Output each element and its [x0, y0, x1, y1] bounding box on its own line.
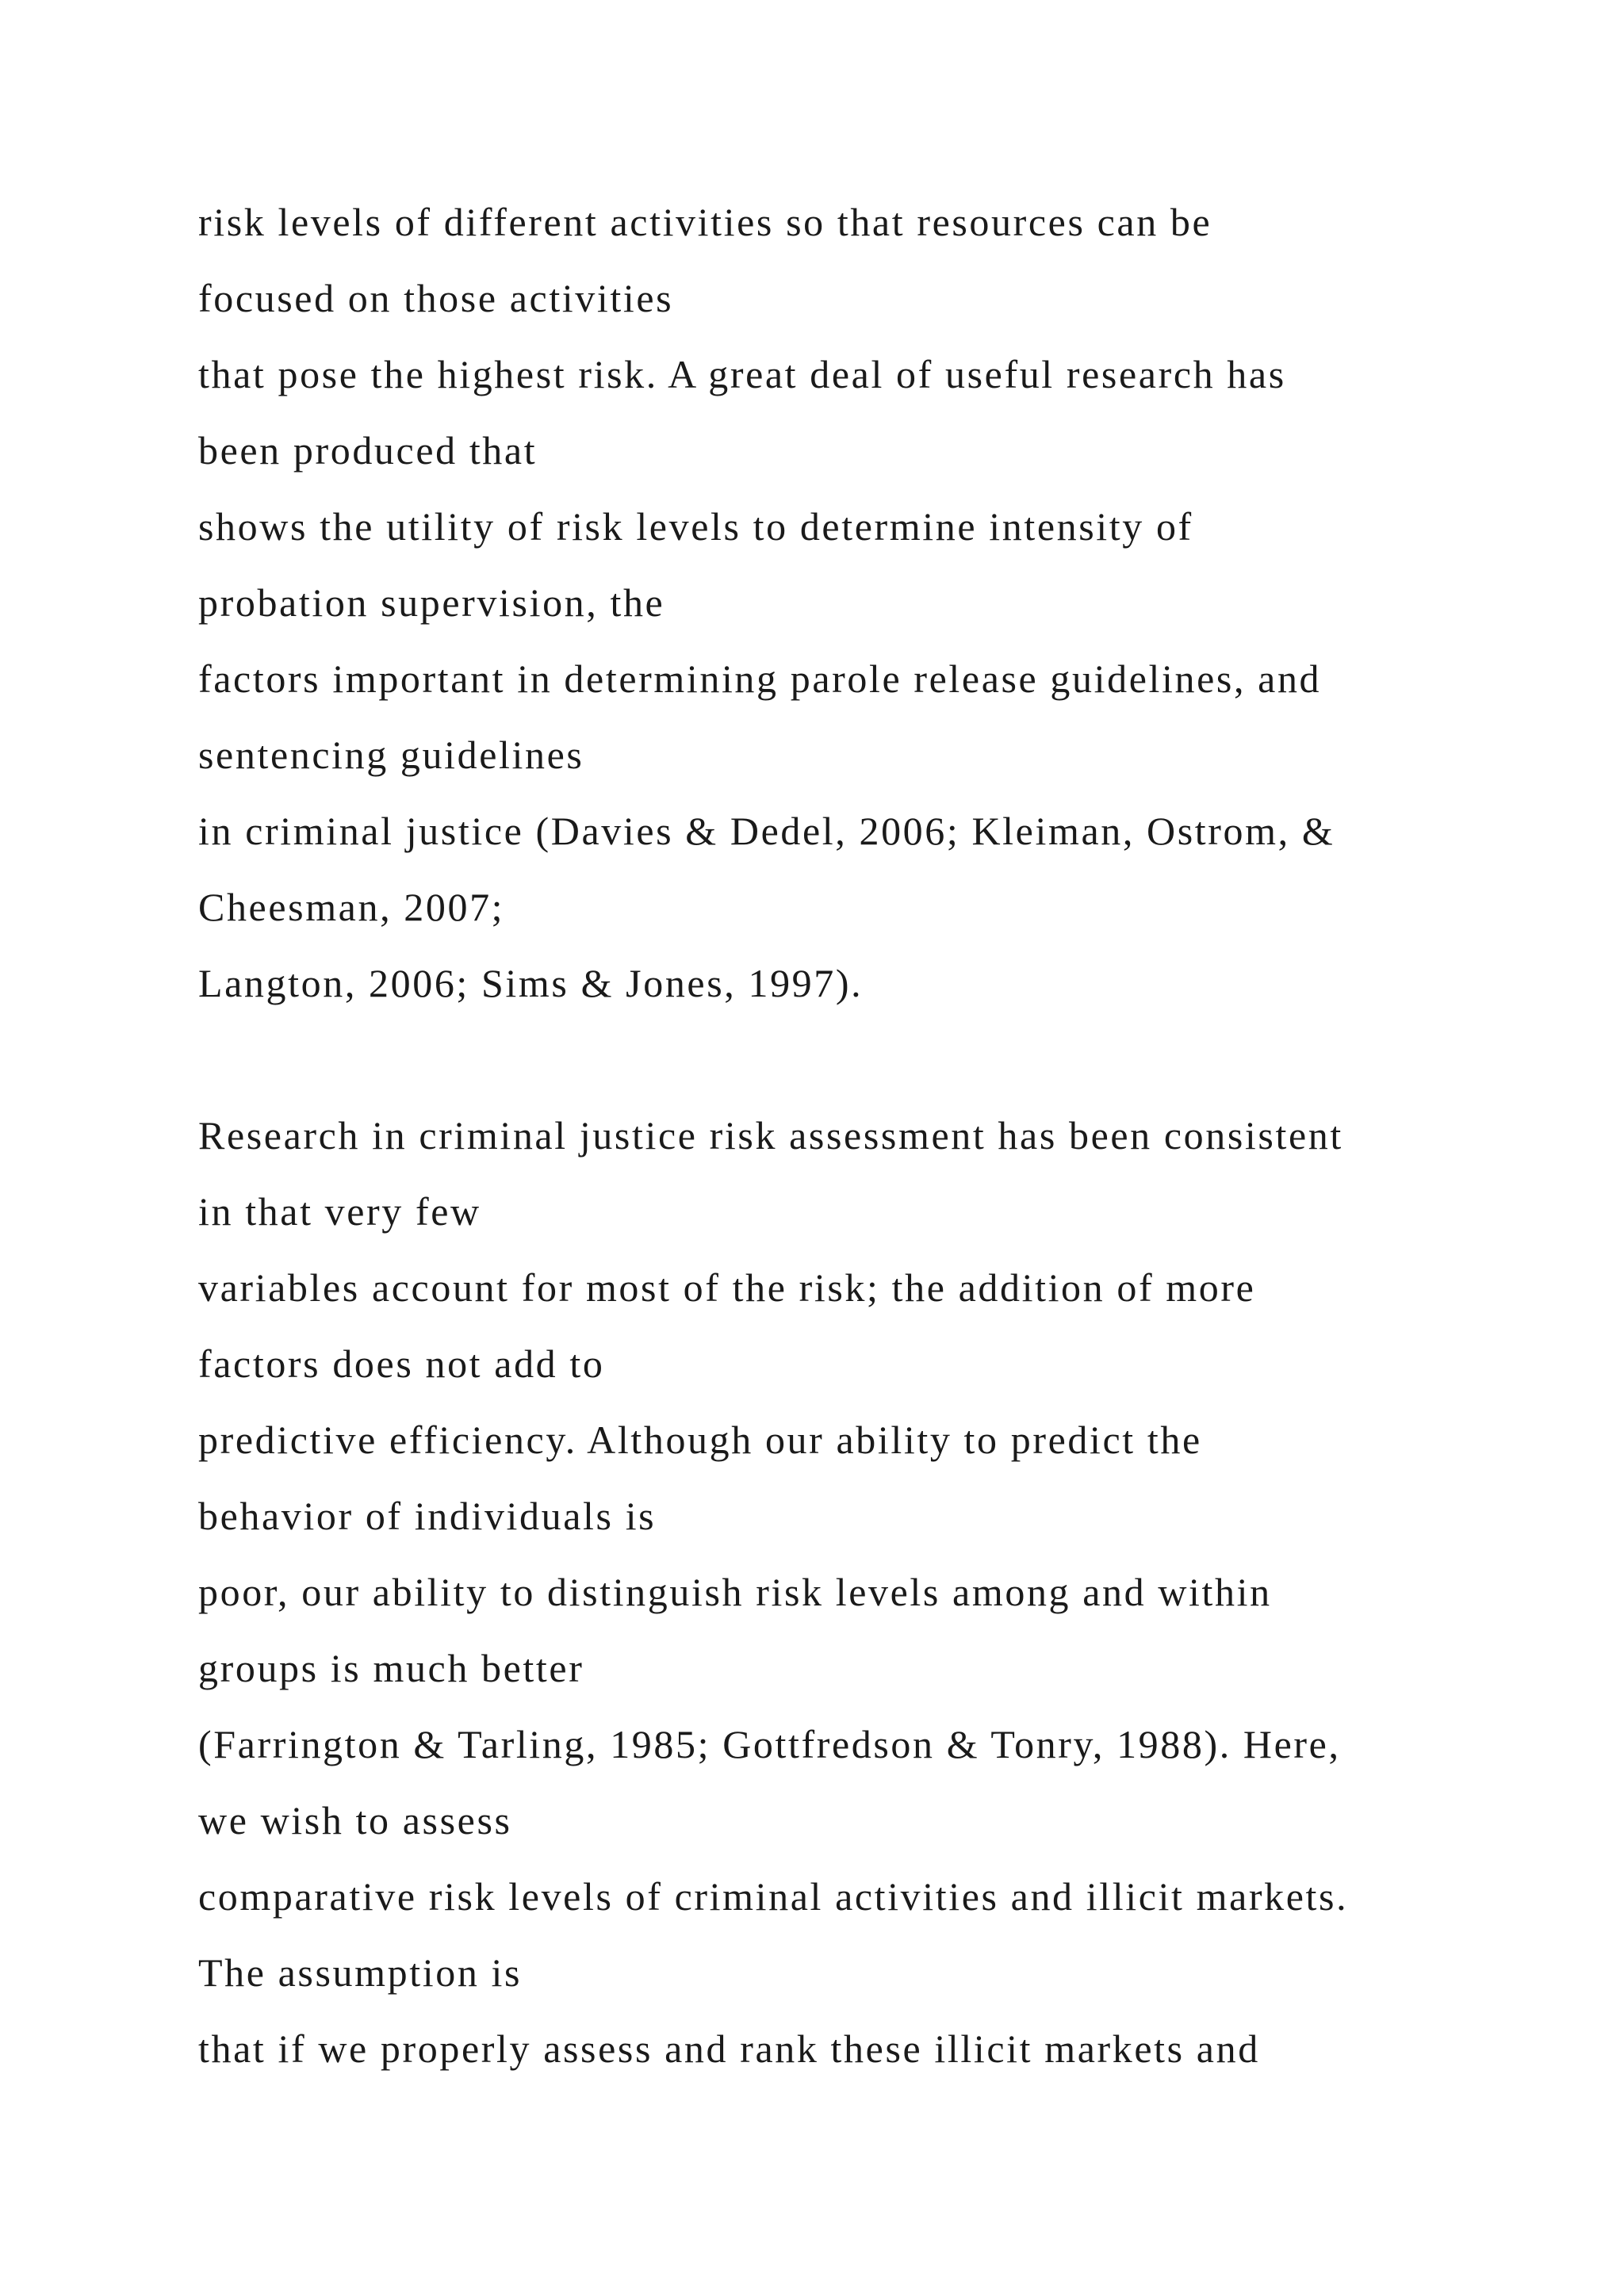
paragraph-line: we wish to assess [198, 1798, 512, 1843]
paragraph-line: probation supervision, the [198, 580, 665, 625]
paragraph-line: focused on those activities [198, 276, 674, 320]
paragraph-line: that if we properly assess and rank these illicit markets and [198, 2026, 1260, 2071]
paragraph-line: shows the utility of risk levels to determine intensity of [198, 504, 1193, 549]
paragraph-line: predictive efficiency. Although our ability to predict the [198, 1418, 1202, 1462]
paragraph-line: risk levels of different activities so that resources can be [198, 200, 1212, 244]
paragraph-line: The assumption is [198, 1950, 523, 1995]
paragraph-line: Cheesman, 2007; [198, 885, 505, 929]
paragraph-line: that pose the highest risk. A great deal of useful research has [198, 352, 1286, 396]
paragraph-line: factors important in determining parole release guidelines, and [198, 656, 1322, 701]
paragraph-line: behavior of individuals is [198, 1494, 657, 1538]
paragraph-line: in criminal justice (Davies & Dedel, 2006; Kleiman, Ostrom, & [198, 809, 1335, 853]
paragraph-line: comparative risk levels of criminal activities and illicit markets. [198, 1874, 1349, 1919]
paragraph-line: variables account for most of the risk; the addition of more [198, 1265, 1256, 1310]
paragraph-line: in that very few [198, 1189, 481, 1234]
paragraph-line: factors does not add to [198, 1341, 605, 1386]
paragraph-line: sentencing guidelines [198, 733, 584, 777]
paragraph-line: groups is much better [198, 1646, 584, 1690]
paragraph-line: Research in criminal justice risk assessment has been consistent [198, 1113, 1343, 1158]
paragraph-line: poor, our ability to distinguish risk levels among and within [198, 1570, 1272, 1614]
paragraph-line: been produced that [198, 428, 538, 473]
paragraph-line: (Farrington & Tarling, 1985; Gottfredson & Tonry, 1988). Here, [198, 1722, 1341, 1766]
paragraph-line: Langton, 2006; Sims & Jones, 1997). [198, 961, 864, 1005]
